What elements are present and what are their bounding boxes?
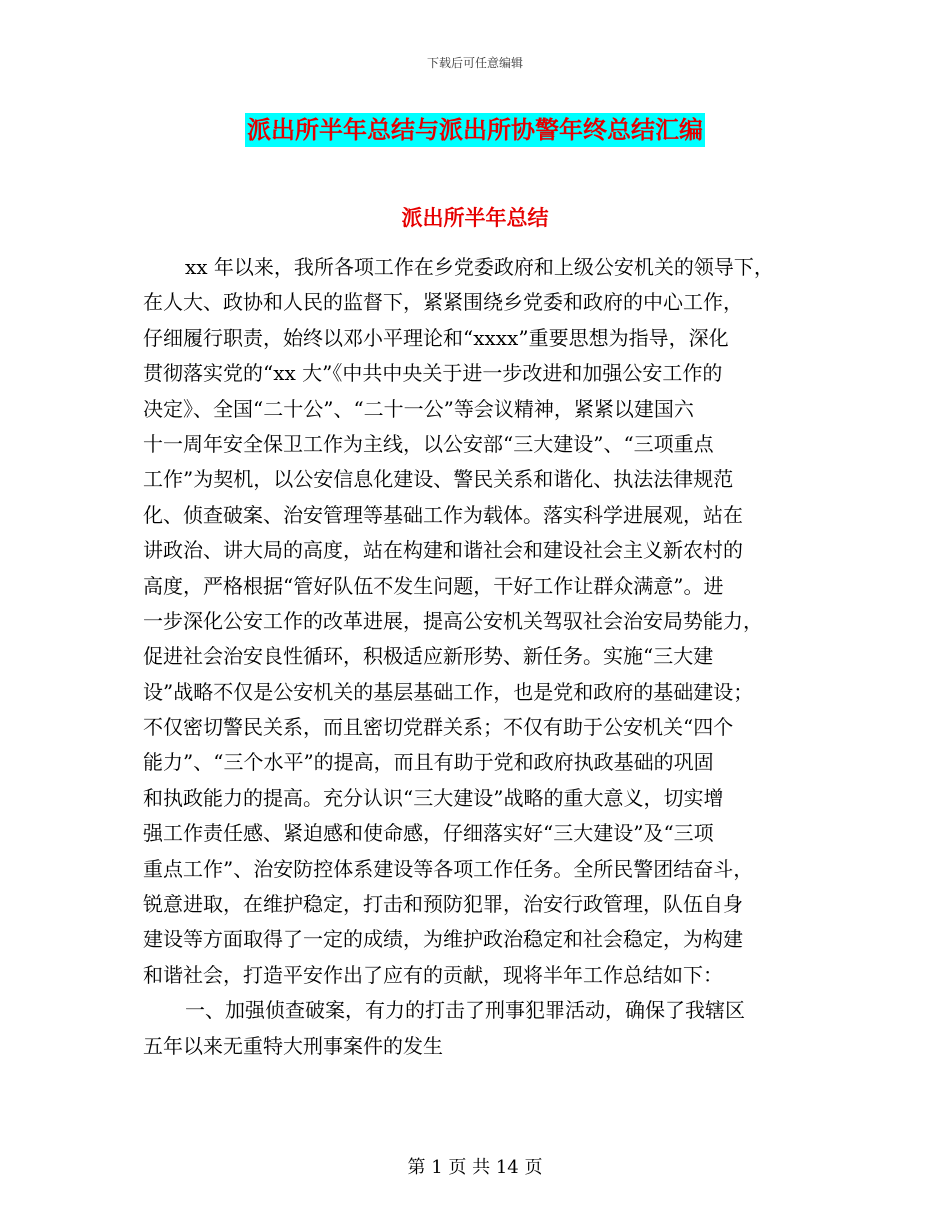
paragraph-line: 不仅密切警民关系，而且密切党群关系；不仅有助于公安机关“四个 [143,715,734,740]
paragraph-line: 和谐社会，打造平安作出了应有的贡献，现将半年工作总结如下： [143,962,723,987]
paragraph-line: 工作”为契机，以公安信息化建设、警民关系和谐化、执法法律规范 [143,467,734,492]
paragraph-line: 十一周年安全保卫工作为主线，以公安部“三大建设”、“三项重点 [143,431,714,456]
paragraph-line: 一步深化公安工作的改革进展，提高公安机关驾驭社会治安局势能力， [143,608,763,633]
paragraph-line: 能力”、“三个水平”的提高，而且有助于党和政府执政基础的巩固 [143,750,714,775]
paragraph-line: 一、加强侦查破案，有力的打击了刑事犯罪活动，确保了我辖区 [185,998,745,1023]
section-title: 派出所半年总结 [401,206,549,230]
paragraph-line: 仔细履行职责，始终以邓小平理论和“xxxx”重要思想为指导，深化 [143,325,729,350]
paragraph-line: 讲政治、讲大局的高度，站在构建和谐社会和建设社会主义新农村的 [143,538,743,563]
paragraph-line: 设”战略不仅是公安机关的基层基础工作，也是党和政府的基础建设； [143,679,754,704]
paragraph-line: 高度，严格根据“管好队伍不发生问题，干好工作让群众满意”。进 [143,573,724,598]
paragraph-line: 和执政能力的提高。充分认识“三大建设”战略的重大意义，切实增 [143,785,724,810]
paragraph-line: 强工作责任感、紧迫感和使命感，仔细落实好“三大建设”及“三项 [143,821,714,846]
paragraph-line: 锐意进取，在维护稳定，打击和预防犯罪，治安行政管理，队伍自身 [143,892,743,917]
paragraph-line: 建设等方面取得了一定的成绩，为维护政治稳定和社会稳定，为构建 [143,927,743,952]
paragraph-line: 促进社会治安良性循环，积极适应新形势、新任务。实施“三大建 [143,644,714,669]
body-text [143,250,813,1064]
paragraph-line: 决定》、全国“二十公”、“二十一公”等会议精神，紧紧以建国六 [143,396,694,421]
paragraph-line: 贯彻落实党的“xx 大”《中共中央关于进一步改进和加强公安工作的 [143,361,723,386]
page-footer: 第 1 页 共 14 页 [407,1157,543,1178]
paragraph-line: xx 年以来，我所各项工作在乡党委政府和上级公安机关的领导下， [185,255,774,279]
paragraph-line: 化、侦查破案、治安管理等基础工作为载体。落实科学进展观，站在 [143,502,743,527]
document-title: 派出所半年总结与派出所协警年终总结汇编 [245,113,705,147]
page-header-note: 下载后可任意编辑 [426,56,523,70]
document-title-container [0,113,950,147]
paragraph-line: 五年以来无重特大刑事案件的发生 [143,1033,443,1058]
paragraph-line: 重点工作”、治安防控体系建设等各项工作任务。全所民警团结奋斗， [143,856,754,881]
paragraph-line: 在人大、政协和人民的监督下，紧紧围绕乡党委和政府的中心工作， [143,290,743,315]
